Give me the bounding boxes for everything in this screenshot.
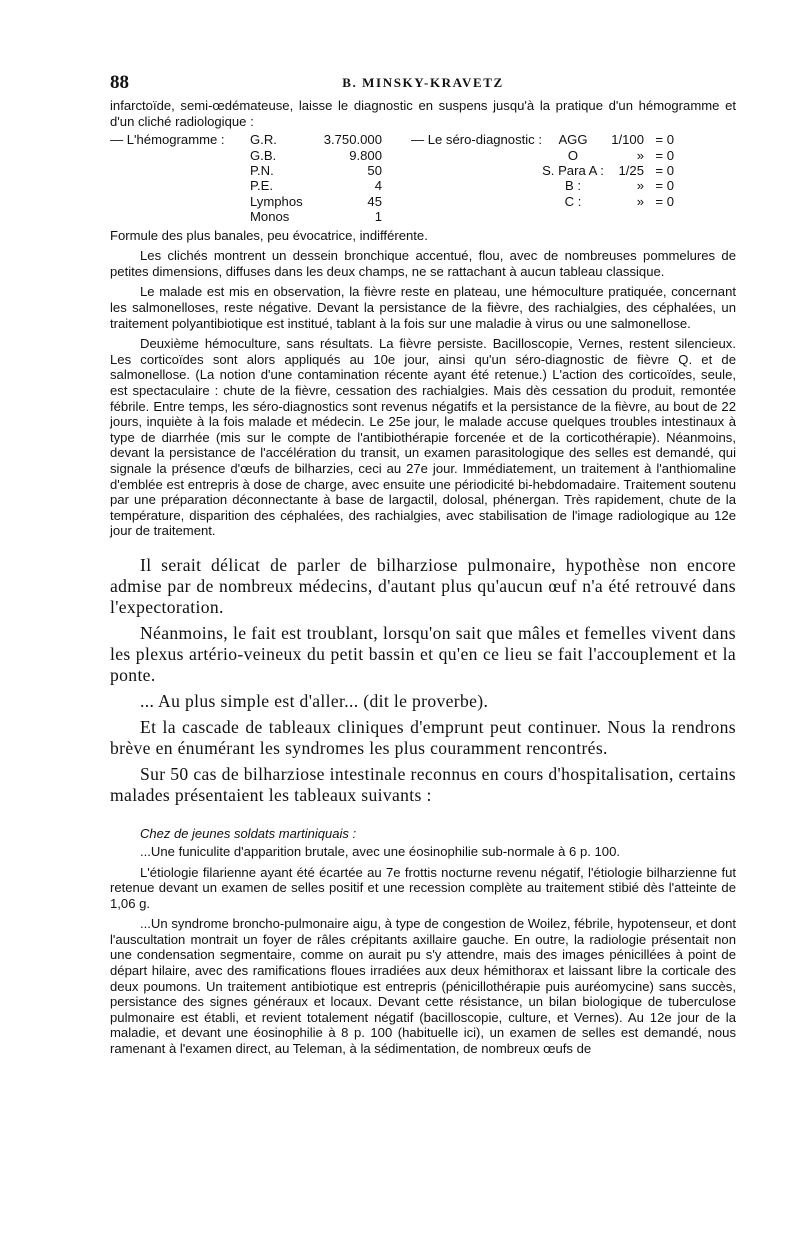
sero-result: = 0 (655, 132, 674, 148)
lab-value: 4 (374, 178, 382, 194)
page (110, 68, 736, 1057)
intro-paragraph: infarctoïde, semi-œdémateuse, laisse le diagnostic en suspens jusqu'à la pratique d'un hémogramme et d'un cliché radiologique : (110, 98, 736, 129)
large-paragraph: ... Au plus simple est d'aller... (dit le proverbe). (140, 690, 489, 711)
sero-result: = 0 (655, 147, 674, 163)
sero-titer: » (636, 193, 644, 209)
lab-value: 9.800 (349, 147, 382, 163)
sero-type: B : (564, 178, 581, 194)
lab-value: 1 (374, 209, 382, 225)
case-paragraph: ...Un syndrome broncho-pulmonaire aigu, à type de congestion de Woilez, fébrile, hypotenseur, et dont l'auscultation montrait un foyer de râles crépitants axillaire gauche. En outre, la radiologie présentait non une condensation segmentaire, comme on aurait pu s'y attendre, mais des images pénicillées à point de départ hilaire, avec des ramifications floues irradiées aux deux hémithorax et laissant libre la corticale des deux poumons. Un traitement antibiotique est entrepris (pénicillothérapie puis auréomycine) sans succès, persistance des signes généraux et locaux. Devant cette résistance, un bilan biologique de tuberculose pulmonaire est établi, et revient totalement négatif (bacilloscopie, culture, et Vernes). Au 12e jour de la maladie, et devant une éosinophilie à 8 p. 100 (habituelle ici), un examen de selles est demandé, nous ramenant à l'examen direct, au Teleman, à la sédimentation, de nombreux œufs de (110, 916, 736, 1057)
page-header (110, 68, 736, 98)
sero-result: = 0 (655, 163, 674, 178)
small-paragraph: Formule des plus banales, peu évocatrice, indifférente. (110, 227, 428, 243)
lab-name: P.N. (250, 163, 274, 178)
large-paragraph: Il serait délicat de parler de bilharziose pulmonaire, hypothèse non encore admise par de nombreux médecins, d'autant plus qu'aucun œuf n'a été retrouvé dans l'expectoration. (110, 554, 736, 617)
case-paragraph: ...Une funiculite d'apparition brutale, avec une éosinophilie sub-normale à 6 p. 100. (140, 843, 620, 859)
small-paragraph: Le malade est mis en observation, la fièvre reste en plateau, une hémoculture pratiquée, concernant les salmonelloses, reste négative. Devant la persistance de la fièvre, des rachialgies, des céphalées, un traitement polyantibiotique est institué, tablant à la fois sur une maladie à virus ou une salmonellose. (110, 284, 736, 331)
large-paragraph: Sur 50 cas de bilharziose intestinale reconnus en cours d'hospitalisation, certains malades présentaient les tableaux suivants : (110, 763, 736, 805)
sero-type: C : (564, 193, 582, 209)
large-paragraph: Néanmoins, le fait est troublant, lorsqu'on sait que mâles et femelles vivent dans les plexus artério-veineux du petit bassin et qu'en ce lieu se fait l'accouplement et la ponte. (110, 622, 736, 685)
lab-name: P.E. (250, 178, 274, 194)
sero-name: AGG (558, 132, 588, 148)
lab-value: 3.750.000 (323, 132, 382, 148)
small-paragraph: Deuxième hémoculture, sans résultats. La fièvre persiste. Bacilloscopie, Vernes, restent silencieux. Les corticoïdes sont alors appliqués au 10e jour, ainsi qu'un séro-diagnostic de fièvre Q. et de salmonellose. (La notion d'une contamination récente ayant été retenue.) L'action des corticoïdes, seule, est spectaculaire : chute de la fièvre, cessation des rachialgies. Mais dès cessation du produit, remontée fébrile. Entre temps, les séro-diagnostics sont revenus négatifs et la persistance de la fièvre, au bout de 22 jours, inquiète à la fois malade et médecin. Le 25e jour, le malade accuse quelques troubles intestinaux à type de diarrhée (mis sur le compte de l'antibiothérapie forcenée et de la corticothérapie). Néanmoins, devant la persistance de l'accélération du transit, un examen parasitologique des selles est demandé, qui signale la présence d'œufs de bilharzies, ceci au 27e jour. Immédiatement, un traitement à l'anthiomaline d'emblée est entrepris à dose de charge, avec ensuite une périodicité bi-hebdomadaire. Traitement soutenu par une préparation déconnectante à base de largactil, dolosal, phénergan. Très rapidement, chute de la température, disparition des céphalées, des rachialgies, avec stabilisation de l'image radiologique au 12e jour de traitement. (110, 336, 736, 539)
sero-titer: » (636, 147, 644, 163)
sero-titer: » (636, 178, 644, 194)
sero-result: = 0 (655, 193, 674, 209)
lab-name: G.R. (250, 132, 277, 148)
lab-results-table (110, 132, 736, 224)
sero-name: S. Para A : (542, 163, 604, 178)
sero-titer: 1/100 (611, 132, 644, 148)
page-number: 88 (110, 72, 129, 93)
lab-name: Lymphos (250, 193, 303, 209)
lab-name: G.B. (250, 147, 277, 163)
case-paragraph: L'étiologie filarienne ayant été écartée au 7e frottis nocturne revenu négatif, l'étiologie bilharzienne fut retenue devant un examen de selles positif et une recession complète au traitement stibié dès l'atteinte de 1,06 g. (110, 864, 736, 911)
sero-label: — Le séro-diagnostic : (410, 132, 542, 148)
large-paragraph: Et la cascade de tableaux cliniques d'emprunt peut continuer. Nous la rendrons brève en énumérant les syndromes les plus couramment rencontrés. (110, 716, 736, 758)
lab-value: 50 (367, 163, 382, 178)
lab-name: Monos (250, 209, 290, 225)
lab-value: 45 (367, 193, 382, 209)
small-paragraph: Les clichés montrent un dessein bronchique accentué, flou, avec de nombreuses pommelures de petites dimensions, diffuses dans les deux champs, ne se rattachant à aucun tableau classique. (110, 248, 736, 279)
hemogram-label: — L'hémogramme : (110, 132, 225, 148)
sero-titer: 1/25 (618, 163, 644, 178)
sero-result: = 0 (655, 178, 674, 194)
section-heading: Chez de jeunes soldats martiniquais : (140, 825, 357, 841)
running-title: B. MINSKY-KRAVETZ (342, 75, 504, 90)
sero-type: O (567, 147, 579, 163)
